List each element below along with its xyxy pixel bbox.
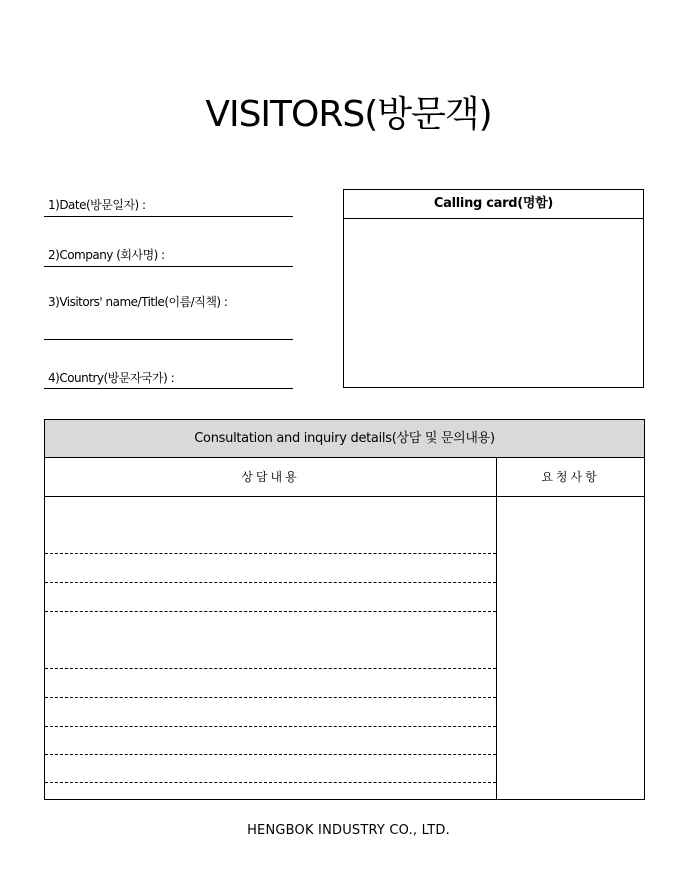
consultation-header: Consultation and inquiry details(상담 및 문의내용) xyxy=(45,420,644,458)
footer-company: HENGBOK INDUSTRY CO., LTD. xyxy=(247,823,450,838)
visitor-name-field-line[interactable] xyxy=(44,339,293,340)
consultation-row-line[interactable] xyxy=(45,782,496,783)
company-field-line[interactable] xyxy=(44,266,293,267)
calling-card-area[interactable] xyxy=(344,219,643,389)
calling-card-label: Calling card(명함) xyxy=(344,190,643,219)
column-divider xyxy=(496,458,497,799)
consultation-row-line[interactable] xyxy=(45,611,496,612)
consultation-row-line[interactable] xyxy=(45,697,496,698)
country-field-line[interactable] xyxy=(44,388,293,389)
consultation-content-header: 상담내용 xyxy=(45,458,496,497)
request-header: 요청사항 xyxy=(497,458,644,497)
company-label: 2)Company (회사명) : xyxy=(48,248,165,262)
consultation-row-line[interactable] xyxy=(45,726,496,727)
date-field-line[interactable] xyxy=(44,216,293,217)
consultation-row-line[interactable] xyxy=(45,754,496,755)
consultation-row-line[interactable] xyxy=(45,668,496,669)
consultation-table xyxy=(44,419,645,800)
visitor-name-label: 3)Visitors' name/Title(이름/직책) : xyxy=(48,295,228,309)
consultation-row-line[interactable] xyxy=(45,553,496,554)
date-label: 1)Date(방문일자) : xyxy=(48,198,146,212)
calling-card-box xyxy=(343,189,644,388)
consultation-row-line[interactable] xyxy=(45,582,496,583)
country-label: 4)Country(방문자국가) : xyxy=(48,371,175,385)
page-title: VISITORS(방문객) xyxy=(205,94,492,135)
